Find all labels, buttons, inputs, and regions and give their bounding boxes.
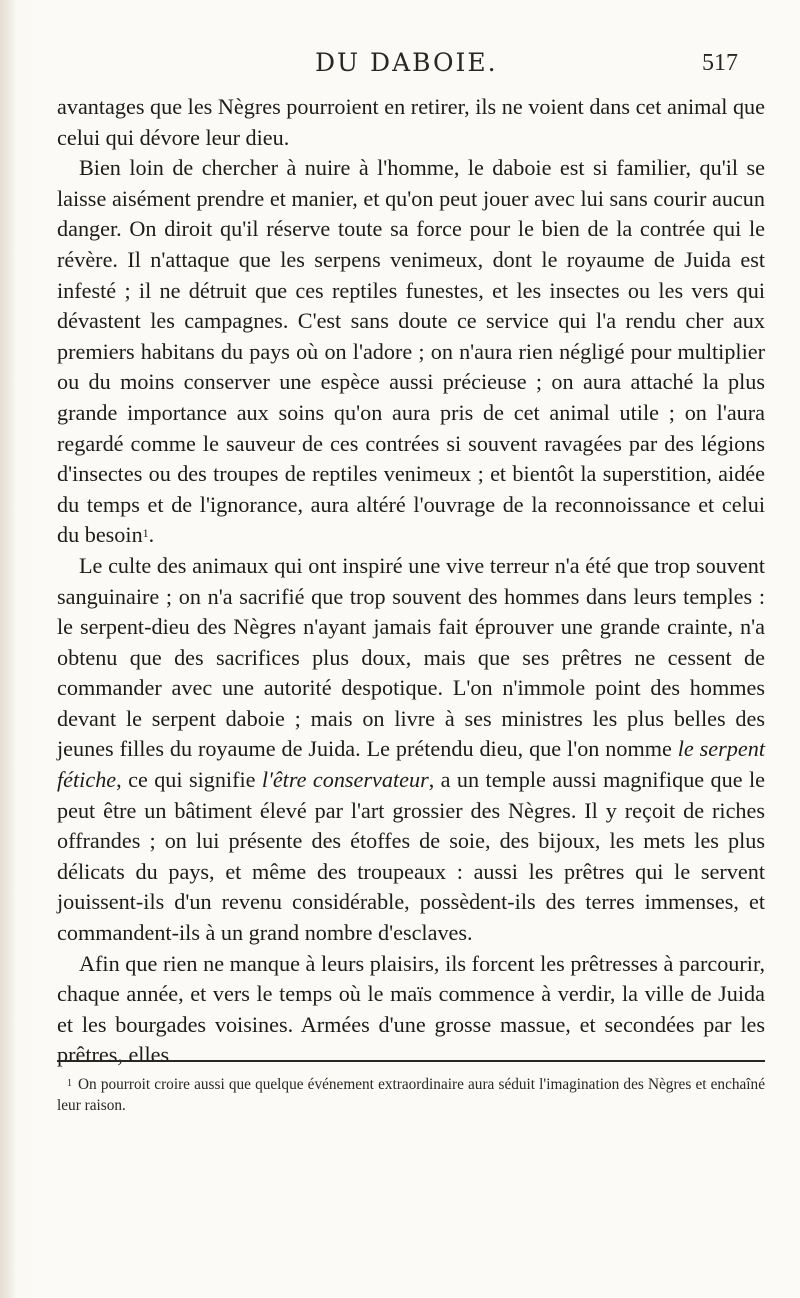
footnote-text: On pourroit croire aussi que quelque événement extraordinaire aura séduit l'imagination des Nègres et enchaîné leur raison. — [57, 1076, 765, 1114]
page-number: 517 — [702, 50, 738, 76]
italic-etre-conservateur: l'être conservateur — [261, 767, 429, 793]
running-title: DU DABOIE. — [315, 48, 498, 77]
footnote-reference: 1 — [142, 526, 149, 541]
running-header — [0, 48, 800, 88]
footnote — [57, 1074, 765, 1116]
footnote-marker: 1 — [67, 1078, 72, 1089]
page-gutter-shadow — [0, 0, 16, 1298]
italic-serpent-fetiche: le serpent fétiche — [57, 736, 765, 793]
paragraph-continuation: avantages que les Nègres pourroient en retirer, ils ne voient dans cet animal que celui qui dévore leur dieu. — [57, 94, 765, 150]
paragraph-daboie-familiar: Bien loin de chercher à nuire à l'homme, le daboie est si familier, qu'il se laisse aisément prendre et manier, et qu'on peut jouer avec lui sans courir aucun danger. On diroit qu'il réserve toute sa force pour le bien de la contrée qui le révère. Il n'attaque que les serpens venimeux, dont le royaume de Juida est infesté ; il ne détruit que ces reptiles funestes, et les insectes ou les vers qui dévastent les campagnes. C'est sans doute ce service qui l'a rendu cher aux premiers habitans du pays où on l'adore ; on n'aura rien négligé pour multiplier ou du moins conserver une espèce aussi précieuse ; on aura attaché la plus grande importance aux soins qu'on aura pris de cet animal utile ; on l'aura regardé comme le sauveur de ces contrées si souvent ravagées par des légions d'insectes ou des troupes de reptiles venimeux ; et bientôt la superstition, aidée du temps et de l'ignorance, aura altéré l'ouvrage de la reconnoissance et celui du besoin$^1$. — [57, 155, 765, 548]
footnote-separator — [57, 1060, 765, 1062]
paragraph-cult-of-animals: Le culte des animaux qui ont inspiré une vive terreur n'a été que trop souvent sanguinaire ; on n'a sacrifié que trop souvent des hommes dans leurs temples : le serpent-dieu des Nègres n'ayant jamais fait éprouver une grande crainte, n'a obtenu que des sacrifices plus doux, mais que ses prêtres ne cessent de commander avec une autorité despotique. L'on n'immole point des hommes devant le serpent daboie ; mais on livre à ses ministres les plus belles des jeunes filles du royaume de Juida. Le prétendu dieu, que l'on nomme le serpent fétiche, ce qui signifie l'être conservateur, a un temple aussi magnifique que le peut être un bâtiment élevé par l'art grossier des Nègres. Il y reçoit de riches offrandes ; on lui présente des étoffes de soie, des bijoux, les mets les plus délicats du pays, et même des troupeaux : aussi les prêtres qui le servent jouissent-ils d'un revenu considérable, possèdent-ils des terres immenses, et commandent-ils à un grand nombre d'esclaves. — [57, 552, 765, 946]
paragraph-priestesses: Afin que rien ne manque à leurs plaisirs, ils forcent les prêtresses à parcourir, chaque année, et vers le temps où le maïs commence à verdir, la ville de Juida et les bourgades voisines. Armées d'une grosse massue, et secondées par les prêtres, elles — [57, 950, 765, 1068]
body-text — [57, 92, 765, 1071]
